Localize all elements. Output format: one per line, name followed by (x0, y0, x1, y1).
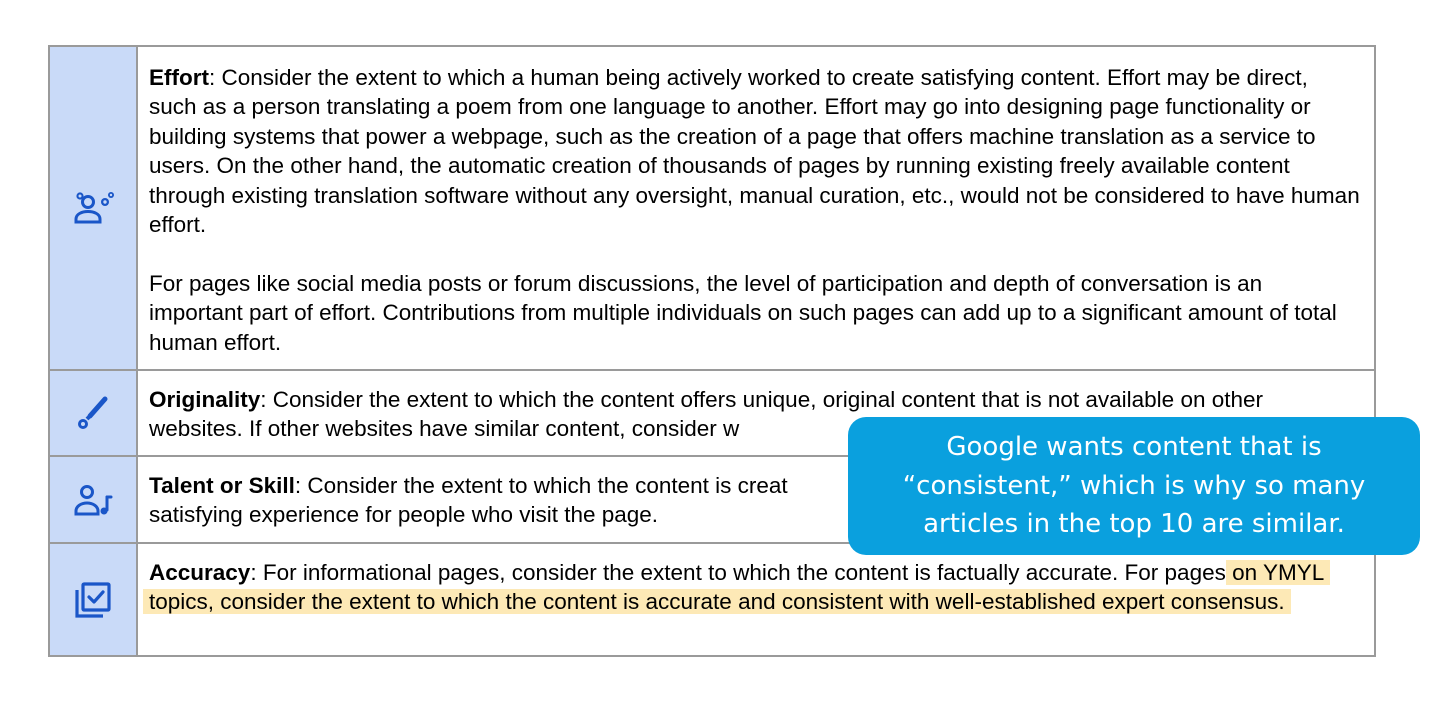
callout-line-1: Google wants content that is (946, 432, 1322, 462)
callout-line-3: articles in the top 10 are similar. (923, 509, 1345, 539)
accuracy-term: Accuracy (149, 560, 251, 585)
effort-term: Effort (149, 65, 209, 90)
accuracy-description (138, 544, 1374, 655)
accuracy-row (50, 542, 1374, 655)
accuracy-text: : For informational pages, consider the extent to which the content is factually accurate. For pages (250, 560, 1233, 585)
originality-term: Originality (149, 387, 261, 412)
person-gears-icon (71, 190, 115, 226)
talent-text: : Consider the extent to which the content is creat (294, 473, 788, 498)
talent-text-line-2: satisfying experience for people who visit the page. (149, 502, 659, 528)
effort-icon-cell (50, 47, 138, 369)
accuracy-icon-cell (50, 544, 138, 655)
talent-icon-cell (50, 457, 138, 542)
effort-text: : Consider the extent to which a human being actively worked to create satisfying content. Effort may be direct, such as a person translating a poem from one language to another. Effort may go into designing page functionality or building systems that power a webpage, such as the creation of a page that offers machine translation as a service to users. On the other hand, the automatic creation of thousands of pages by running existing freely available content through existing translation software without any oversight, manual curation, etc., would not be considered to have human effort. (149, 65, 1360, 238)
originality-text: : Consider the extent to which the content offers unique, original content that is not available on other websites. If other websites have similar content, consider w (149, 387, 1264, 442)
talent-term: Talent or Skill (149, 473, 295, 498)
effort-text-2: For pages like social media posts or forum discussions, the level of participation and depth of conversation is an important part of effort. Contributions from multiple individuals on such pages can add up to a significant amount of total human effort. (149, 270, 1337, 355)
effort-row (50, 47, 1374, 369)
criteria-table (48, 45, 1376, 657)
callout-box (848, 417, 1420, 555)
checklist-stack-icon (73, 580, 113, 620)
effort-description (138, 47, 1374, 369)
originality-icon-cell (50, 371, 138, 455)
brush-icon (75, 395, 111, 431)
callout-line-2: “consistent,” which is why so many (902, 470, 1366, 501)
person-music-icon (73, 483, 113, 517)
accuracy-highlighted-text: on YMYL topics, consider the extent to which the content is accurate and consistent with well-established expert consensus. (149, 560, 1325, 615)
